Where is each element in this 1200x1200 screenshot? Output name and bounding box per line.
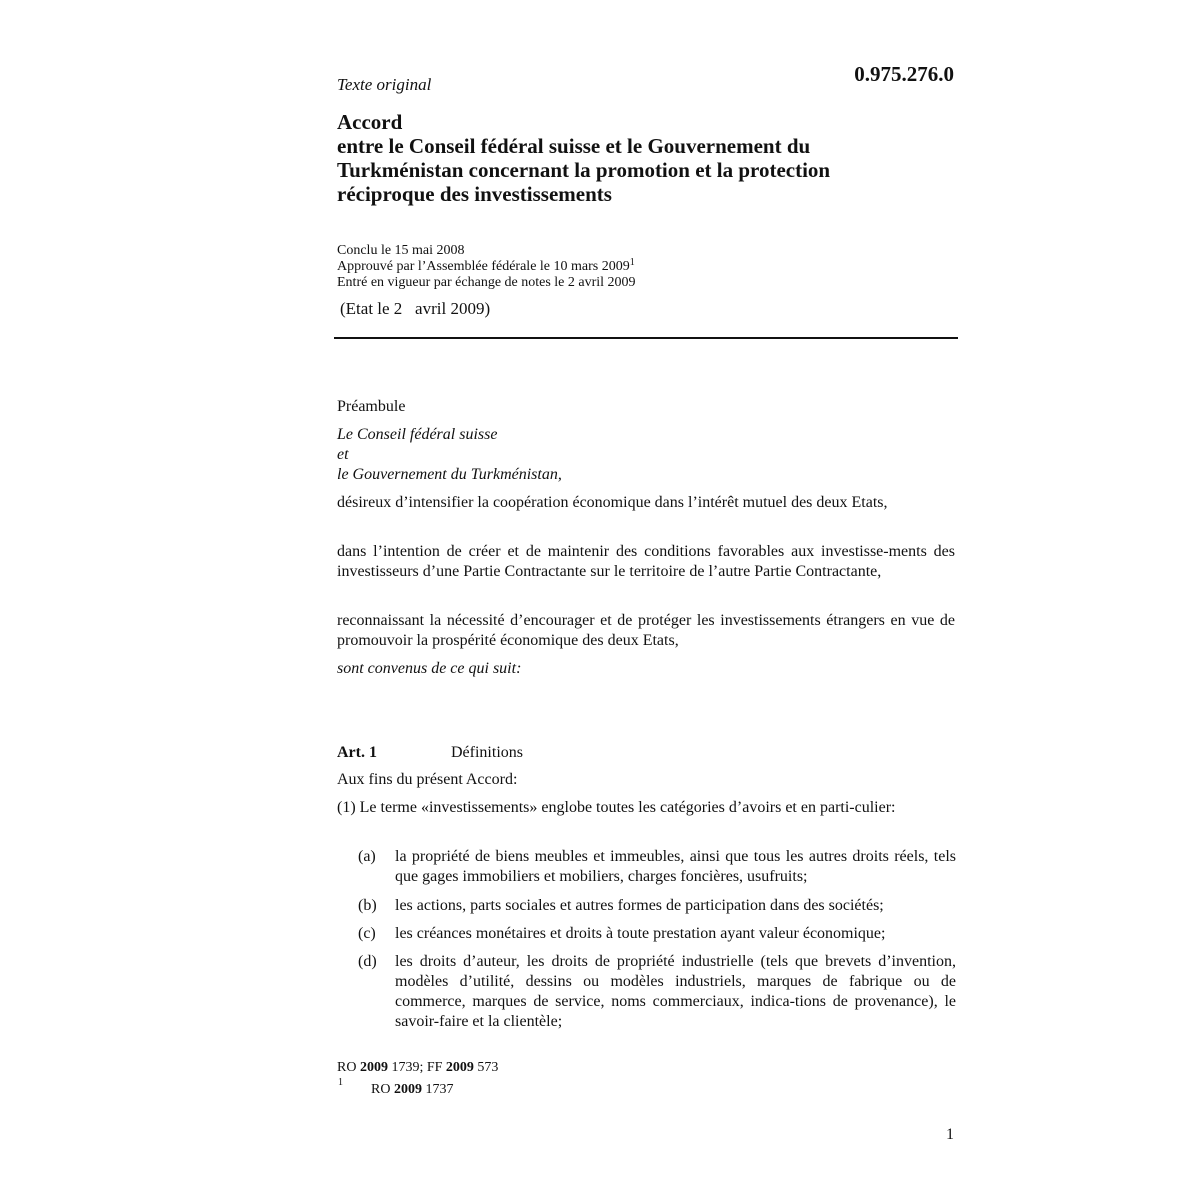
header-rule	[334, 337, 958, 339]
footnote-ref: 1	[629, 257, 635, 268]
preamble-heading: Préambule	[337, 398, 406, 415]
article-number: Art. 1	[337, 744, 377, 761]
note-page: 1737	[421, 1082, 454, 1097]
article-title: Définitions	[451, 744, 523, 761]
footnote-number: 1	[338, 1077, 343, 1088]
list-item-label: (d)	[358, 953, 377, 970]
article-paragraph-1: (1) Le terme «investissements» englobe toutes les catégories d’avoirs et en parti-culier:	[337, 799, 896, 816]
concluded-date: Conclu le 15 mai 2008	[337, 243, 465, 258]
title-line-accord: Accord	[337, 110, 403, 134]
publication-reference	[337, 1060, 498, 1076]
status-date: (Etat le 2 avril 2009)	[340, 299, 491, 318]
party-conjunction: et	[337, 446, 349, 463]
preamble-para-2: dans l’intention de créer et de maintenir des conditions favorables aux investisse-ments des investisseurs d’une Partie Contractante sur le territoire de l’autre Partie Contractante,	[337, 543, 955, 580]
list-item-label: (a)	[358, 848, 376, 865]
document-title	[337, 110, 957, 206]
title-body: entre le Conseil fédéral suisse et le Gouvernement du Turkménistan concernant la promotion et la protection réciproque des investissements	[337, 134, 831, 206]
ro-page: 1739; FF	[387, 1060, 446, 1075]
ro-year: 2009	[359, 1060, 388, 1075]
ro-prefix: RO	[337, 1060, 360, 1075]
preamble-para-1: désireux d’intensifier la coopération économique dans l’intérêt mutuel des deux Etats,	[337, 494, 888, 511]
party-turkmenistan: le Gouvernement du Turkménistan,	[337, 466, 562, 483]
ff-year: 2009	[445, 1060, 474, 1075]
list-item-label: (b)	[358, 897, 377, 914]
article-intro: Aux fins du présent Accord:	[337, 771, 518, 788]
page-number: 1	[946, 1126, 954, 1143]
list-item	[358, 847, 956, 887]
list-item-label: (c)	[358, 925, 376, 942]
entry-into-force: Entré en vigueur par échange de notes le 2 avril 2009	[337, 275, 636, 290]
text-original-label: Texte original	[337, 75, 432, 94]
party-swiss-council: Le Conseil fédéral suisse	[337, 426, 498, 443]
list-item-text: les actions, parts sociales et autres formes de participation dans des sociétés;	[395, 897, 884, 914]
footnote-text	[371, 1082, 453, 1098]
list-item	[358, 896, 956, 916]
note-prefix: RO	[371, 1082, 394, 1097]
approved-date	[337, 259, 937, 275]
preamble-closing: sont convenus de ce qui suit:	[337, 660, 522, 677]
list-item-text: la propriété de biens meubles et immeubles, ainsi que tous les autres droits réels, tels que gages immobiliers et mobiliers, charges foncières, usufruits;	[395, 848, 956, 885]
sr-number: 0.975.276.0	[854, 62, 954, 86]
meta-block	[337, 243, 937, 291]
list-item	[358, 952, 956, 1032]
list-item	[358, 924, 956, 944]
list-item-text: les créances monétaires et droits à toute prestation ayant valeur économique;	[395, 925, 886, 942]
list-item-text: les droits d’auteur, les droits de propriété industrielle (tels que brevets d’invention, modèles d’utilité, dessins ou modèles industriels, marques de fabrique ou de commerce, marques de service, noms commerciaux, indica-tions de provenance), le savoir-faire et la clientèle;	[395, 953, 956, 1030]
approved-text: Approuvé par l’Assemblée fédérale le 10 mars 2009	[337, 259, 630, 274]
ff-page: 573	[473, 1060, 499, 1075]
note-year: 2009	[393, 1082, 422, 1097]
preamble-para-3: reconnaissant la nécessité d’encourager et de protéger les investissements étrangers en vue de promouvoir la prospérité économique des deux Etats,	[337, 612, 955, 649]
